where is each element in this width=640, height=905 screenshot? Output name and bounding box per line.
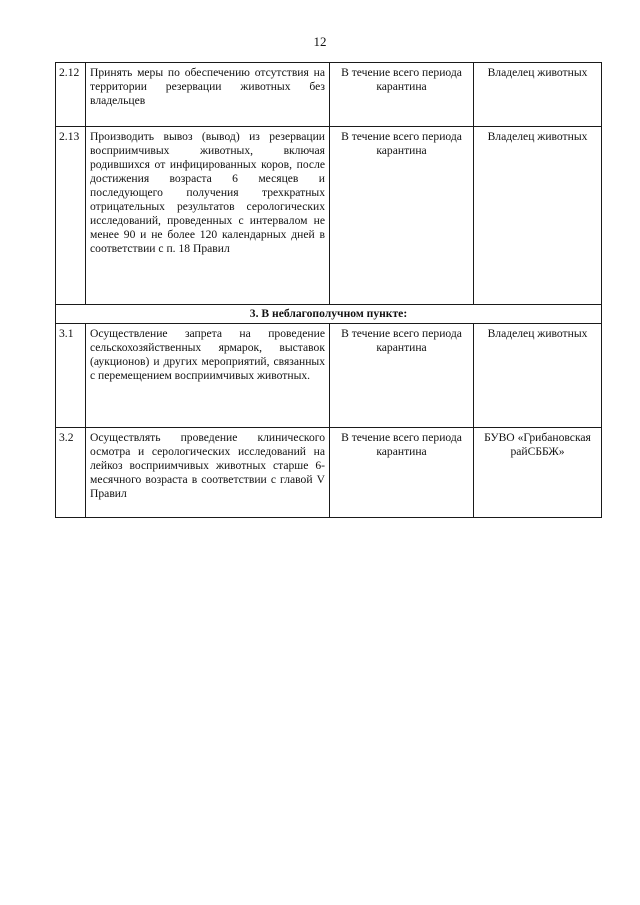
table-row	[56, 63, 602, 127]
term-text: В течение всего периода карантина	[330, 127, 474, 305]
section-title: 3. В неблагополучном пункте:	[56, 305, 602, 324]
table-row	[56, 127, 602, 305]
item-number: 3.1	[56, 324, 86, 428]
item-number: 3.2	[56, 428, 86, 518]
measure-text: Осуществление запрета на проведение сельскохозяйственных ярмарок, выставок (аукционов) и других мероприятий, связанных с перемещением восприимчивых животных.	[86, 324, 330, 428]
measure-text: Производить вывоз (вывод) из резервации восприимчивых животных, включая родившихся от инфицированных коров, после достижения возраста 6 месяцев и последующего получения трехкратных отрицательных результатов серологических исследований, проведенных с интервалом не менее 90 и не более 120 календарных дней в соответствии с п. 18 Правил	[86, 127, 330, 305]
measure-text: Принять меры по обеспечению отсутствия на территории резервации животных без владельцев	[86, 63, 330, 127]
page-number: 12	[313, 34, 327, 49]
responsible-text: Владелец животных	[474, 324, 602, 428]
term-text: В течение всего периода карантина	[330, 428, 474, 518]
measure-text: Осуществлять проведение клинического осмотра и серологических исследований на лейкоз восприимчивых животных старше 6-месячного возраста в соответствии с главой V Правил	[86, 428, 330, 518]
responsible-text: Владелец животных	[474, 127, 602, 305]
responsible-text: Владелец животных	[474, 63, 602, 127]
item-number: 2.12	[56, 63, 86, 127]
table-row	[56, 324, 602, 428]
term-text: В течение всего периода карантина	[330, 63, 474, 127]
measures-table	[55, 62, 602, 518]
table-row	[56, 428, 602, 518]
section-header-row	[56, 305, 602, 324]
item-number: 2.13	[56, 127, 86, 305]
responsible-text: БУВО «Грибановская райСББЖ»	[474, 428, 602, 518]
term-text: В течение всего периода карантина	[330, 324, 474, 428]
